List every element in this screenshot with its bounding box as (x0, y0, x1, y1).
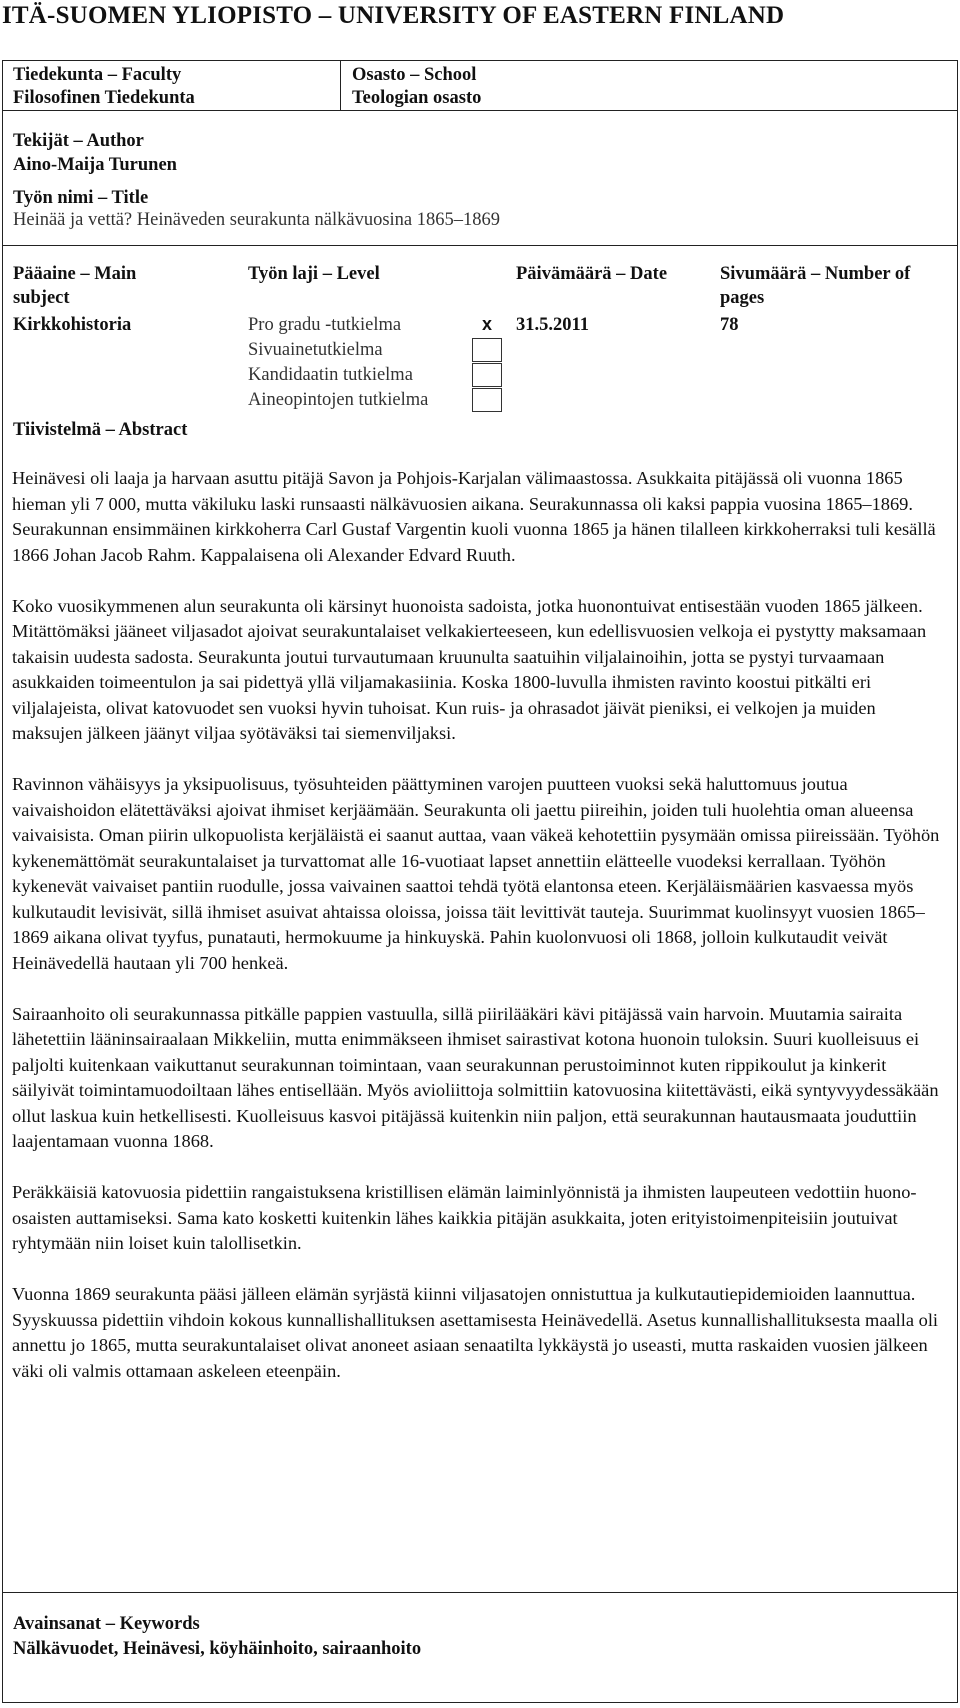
keywords-value: Nälkävuodet, Heinävesi, köyhäinhoito, sairaanhoito (13, 1639, 422, 1659)
author-value: Aino-Maija Turunen (13, 155, 177, 175)
level-option-pro-gradu: Pro gradu -tutkielma (248, 315, 402, 335)
level-checkbox-aineopintojen[interactable] (472, 388, 502, 412)
divider-abstract (2, 1592, 958, 1593)
author-label: Tekijät – Author (13, 131, 144, 151)
date-value: 31.5.2011 (516, 315, 589, 335)
faculty-value: Filosofinen Tiedekunta (13, 88, 195, 108)
divider-title (2, 245, 958, 246)
divider-faculty-school (340, 60, 341, 111)
abstract-paragraph: Sairaanhoito oli seurakunnassa pitkälle pappien vastuulla, sillä piirilääkäri kävi pitäjässä vain harvoin. Muutamia sairaita lähetettiin lääninsairaalaan Mikkeliin, mutta enimmäkseen ihmiset sairastivat kotona huonoin tuloksin. Suuri kuolleisuus ei paljolti kuitenkaan vaikuttanut seurakunnan toimintaan, vaan seurakunnan perustoiminnot kuten rippikoulut ja kinkerit säilyivät toimintamuodoiltaan lähes entisellään. Myös avioliittoja solmittiin katovuosina kiitettävästi, eikä syntyvyydessäkään ollut laskua kuin hetkellisesti. Kuolleisuus kasvoi pitäjässä kuitenkin niin paljon, että seurakunnan hautausmaata jouduttiin laajentamaan vuonna 1868. (12, 1003, 939, 1151)
date-label: Päivämäärä – Date (516, 264, 668, 284)
abstract-paragraph: Koko vuosikymmenen alun seurakunta oli kärsinyt huonoista sadoista, jotka huonontuivat entisestään vuoden 1865 jälkeen. Mitättömäksi jääneet viljasadot ajoivat seurakuntalaiset velkakierteeseen, kun edellisvuosien velkoja ei pystytty maksamaan takaisin uudesta sadosta. Seurakunta joutui turvautumaan kruunulta saatuihin viljalainoihin, jotta se pystyi turvaamaan asukkaiden toimeentulon ja sai pidettyä yllä viljamakasiinia. Koska 1800-luvulla ihmisten ravinto koostui pitkälti eri viljalajeista, olivat katovuodet sen vuoksi hyvin tuhoisat. Kun ruis- ja ohrasadot jäivät pieniksi, ei velkojen ja muiden maksujen jälkeen jäänyt viljaa syötäväksi tai siemenviljaksi. (12, 595, 927, 743)
title-label: Työn nimi – Title (13, 188, 149, 208)
level-checkbox-kandidaatin[interactable] (472, 363, 502, 387)
level-option-aineopintojen: Aineopintojen tutkielma (248, 390, 429, 410)
level-label: Työn laji – Level (248, 264, 380, 284)
abstract-paragraph: Peräkkäisiä katovuosia pidettiin rangaistuksena kristillisen elämän laiminlyönnistä ja ihmisten laupeuteen vedottiin huono-osaisten auttamiseksi. Sama kato kosketti kuitenkin lähes kaikkia pitäjän asukkaita, joten erityistoimenpiteisiin joutuivat ryhtymään niin loiset kuin talollisetkin. (12, 1182, 917, 1253)
level-option-kandidaatin: Kandidaatin tutkielma (248, 365, 413, 385)
abstract-paragraph: Vuonna 1869 seurakunta pääsi jälleen elämän syrjästä kiinni viljasatojen onnistuttua ja kulkutautiepidemioiden laannuttua. Syyskuussa pidettiin vihdoin kokous kunnallishallituksen asettamisesta Heinävedellä. Asetus kunnallishallituksesta maalla oli annettu jo 1865, mutta seurakuntalaiset olivat anoneet asiaan senaatilta lykkäystä jo useasti, mutta raskaiden vuosien jälkeen väki oli valmis ottamaan askeleen eteenpäin. (12, 1284, 939, 1381)
abstract-paragraph: Heinävesi oli laaja ja harvaan asuttu pitäjä Savon ja Pohjois-Karjalan välimaastossa. Asukkaita pitäjässä oli vuonna 1865 hieman yli 7 000, mutta väkiluku laski runsaasti nälkävuosien aikana. Seurakunnassa oli kaksi pappia vuosina 1865–1869. Seurakunnan ensimmäinen kirkkoherra Carl Gustaf Vargentin kuoli vuonna 1865 ja hänen tilalleen kirkkoherraksi tuli kesällä 1866 Johan Jacob Rahm. Kappalaisena oli Alexander Edvard Ruuth. (12, 468, 936, 565)
title-value: Heinää ja vettä? Heinäveden seurakunta nälkävuosina 1865–1869 (13, 210, 500, 230)
level-option-sivuaine: Sivuainetutkielma (248, 340, 383, 360)
abstract-body (12, 466, 948, 1410)
subject-value: Kirkkohistoria (13, 315, 132, 335)
school-label: Osasto – School (352, 65, 477, 85)
pages-label-cont: pages (720, 288, 765, 308)
abstract-label: Tiivistelmä – Abstract (13, 420, 188, 440)
university-header: ITÄ-SUOMEN YLIOPISTO – UNIVERSITY OF EASTERN FINLAND (2, 2, 785, 29)
subject-label-cont: subject (13, 288, 70, 308)
abstract-paragraph: Ravinnon vähäisyys ja yksipuolisuus, työsuhteiden päättyminen varojen puutteen vuoksi sekä haluttomuus joutua vaivaishoidon elätettäväksi ajoivat ihmiset kerjäämään. Seurakunta oli jaettu piireihin, joiden tuli huolehtia oman alueensa vaivaisista. Oman piirin ulkopuolista kerjäläistä ei saanut auttaa, vaan väkeä kehotettiin pysymään omissa piireissään. Työhön kykenemättömät seurakuntalaiset ja turvattomat alle 16-vuotiaat lapset annettiin elätteelle vuodeksi kerrallaan. Työhön kykenevät vaivaiset pantiin ruodulle, jossa vaivainen saattoi tehdä työtä elantonsa eteen. Kerjäläismäärien kasvaessa myös kulkutaudit levisivät, sillä ihmiset asuivat ahtaissa oloissa, joissa täit levittivät tauteja. Suurimmat kuolinsyyt vuosien 1865–1869 aikana olivat tyyfus, punatauti, hermokuume ja hinkuyskä. Pahin kuolonvuosi oli 1868, jolloin kulkutaudit veivät Heinävedellä hautaan yli 700 henkeä. (12, 774, 940, 973)
keywords-label: Avainsanat – Keywords (13, 1614, 200, 1634)
pages-label: Sivumäärä – Number of (720, 264, 911, 284)
divider-faculty (2, 110, 958, 111)
pages-value: 78 (720, 315, 739, 335)
level-checkbox-sivuaine[interactable] (472, 338, 502, 362)
faculty-label: Tiedekunta – Faculty (13, 65, 182, 85)
level-checkbox-pro-gradu[interactable]: x (481, 314, 492, 334)
school-value: Teologian osasto (352, 88, 482, 108)
subject-label: Pääaine – Main (13, 264, 137, 284)
